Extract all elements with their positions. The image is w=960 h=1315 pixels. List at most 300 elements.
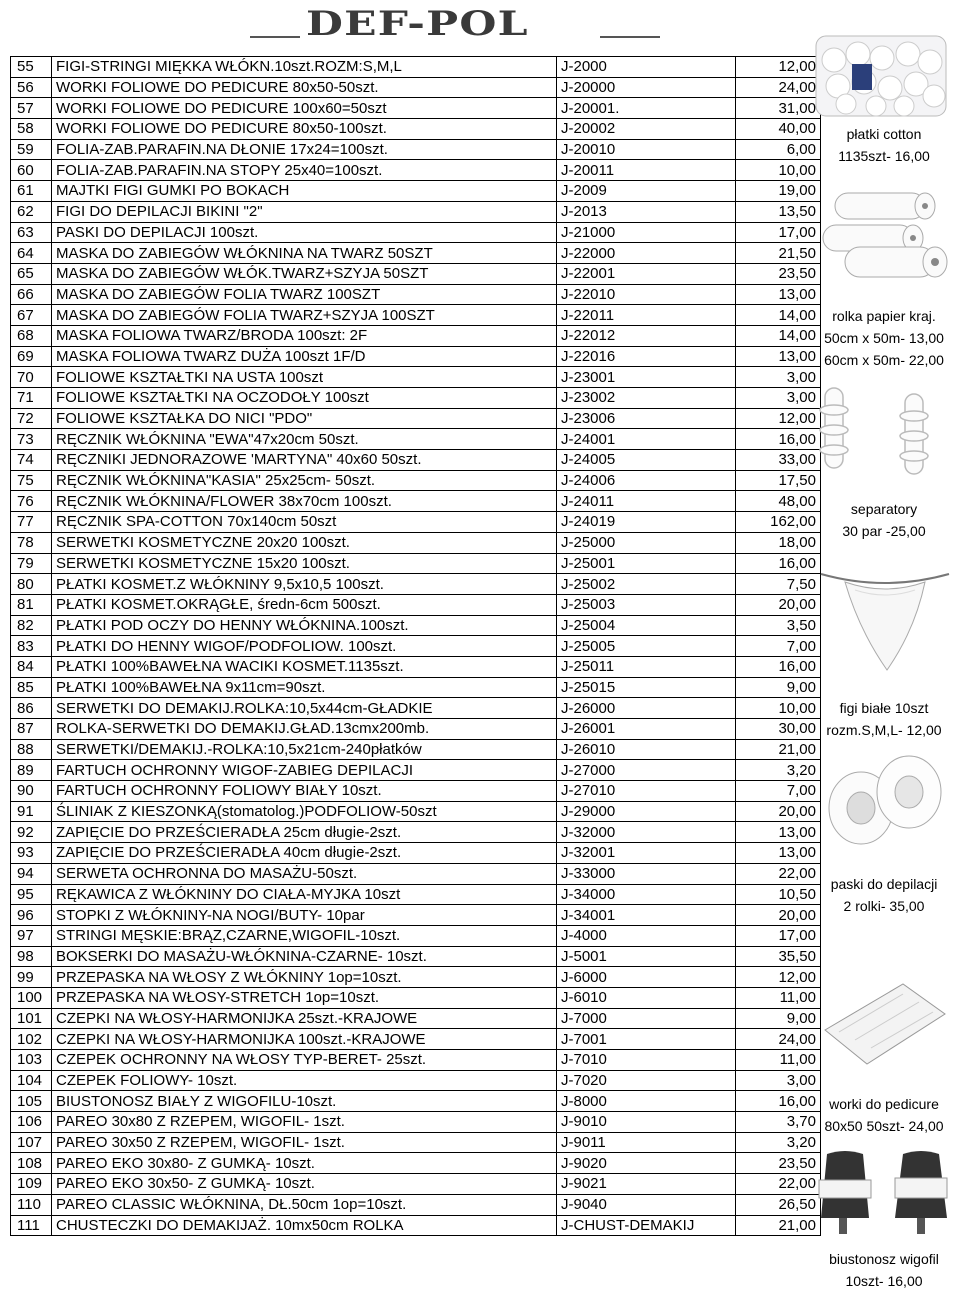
product-name: PŁATKI DO HENNY WIGOF/PODFOLIOW. 100szt.: [52, 636, 557, 657]
product-code: J-9020: [557, 1153, 736, 1174]
row-number: 111: [11, 1215, 52, 1236]
product-name: PŁATKI 100%BAWEŁNA WACIKI KOSMET.1135szt.: [52, 656, 557, 677]
product-code: J-34000: [557, 884, 736, 905]
table-row: [11, 263, 821, 284]
row-number: 91: [11, 801, 52, 822]
product-price: 48,00: [736, 491, 821, 512]
product-price: 16,00: [736, 553, 821, 574]
row-number: 83: [11, 636, 52, 657]
product-price: 14,00: [736, 325, 821, 346]
product-name: ZAPIĘCIE DO PRZEŚCIERADŁA 40cm długie-2szt.: [52, 843, 557, 864]
row-number: 90: [11, 781, 52, 802]
product-price: 26,50: [736, 1194, 821, 1215]
paper-roll-picture: [815, 185, 955, 285]
table-row: [11, 656, 821, 677]
product-code: J-2009: [557, 181, 736, 202]
product-code: J-24001: [557, 429, 736, 450]
product-code: J-26010: [557, 739, 736, 760]
product-price: 3,20: [736, 760, 821, 781]
row-number: 84: [11, 656, 52, 677]
row-number: 61: [11, 181, 52, 202]
table-row: [11, 201, 821, 222]
brand-logo: DEF-POL: [306, 4, 529, 44]
product-price: 16,00: [736, 429, 821, 450]
product-name: RĘCZNIK SPA-COTTON 70x140cm 50szt: [52, 512, 557, 533]
pedicure-bags-picture: [815, 970, 955, 1080]
product-name: MASKA DO ZABIEGÓW WŁÓKNINA NA TWARZ 50SZT: [52, 243, 557, 264]
product-price: 7,50: [736, 574, 821, 595]
product-code: J-20000: [557, 77, 736, 98]
product-price: 24,00: [736, 1029, 821, 1050]
product-name: CHUSTECZKI DO DEMAKIJAŻ. 10mx50cm ROLKA: [52, 1215, 557, 1236]
product-price: 40,00: [736, 119, 821, 140]
product-code: J-24006: [557, 470, 736, 491]
row-number: 69: [11, 346, 52, 367]
product-code: J-9011: [557, 1132, 736, 1153]
product-code: J-24019: [557, 512, 736, 533]
row-number: 63: [11, 222, 52, 243]
product-name: FARTUCH OCHRONNY WIGOF-ZABIEG DEPILACJI: [52, 760, 557, 781]
product-code: J-7000: [557, 1008, 736, 1029]
product-price: 31,00: [736, 98, 821, 119]
table-row: [11, 553, 821, 574]
row-number: 89: [11, 760, 52, 781]
row-number: 87: [11, 719, 52, 740]
product-name: SERWETKI/DEMAKIJ.-ROLKA:10,5x21cm-240płatków: [52, 739, 557, 760]
table-row: [11, 760, 821, 781]
product-name: PAREO EKO 30x80- Z GUMKĄ- 10szt.: [52, 1153, 557, 1174]
product-name: FIGI-STRINGI MIĘKKA WŁÓKN.10szt.ROZM:S,M,L: [52, 57, 557, 78]
table-row: [11, 305, 821, 326]
table-row: [11, 1194, 821, 1215]
product-price: 30,00: [736, 719, 821, 740]
product-name: RĘCZNIK WŁÓKNINA "EWA"47x20cm 50szt.: [52, 429, 557, 450]
table-row: [11, 781, 821, 802]
row-number: 98: [11, 946, 52, 967]
row-number: 94: [11, 863, 52, 884]
product-code: J-20001.: [557, 98, 736, 119]
product-price: 10,00: [736, 698, 821, 719]
depilation-strips-picture: [815, 748, 955, 858]
product-price: 12,00: [736, 408, 821, 429]
table-row: [11, 987, 821, 1008]
product-price: 23,50: [736, 263, 821, 284]
product-code: J-22016: [557, 346, 736, 367]
product-name: RĘCZNIKI JEDNORAZOWE 'MARTYNA" 40x60 50szt.: [52, 450, 557, 471]
product-name: MASKA DO ZABIEGÓW FOLIA TWARZ 100SZT: [52, 284, 557, 305]
product-code: J-22000: [557, 243, 736, 264]
table-row: [11, 470, 821, 491]
product-name: SERWETKI KOSMETYCZNE 20x20 100szt.: [52, 532, 557, 553]
table-row: [11, 1174, 821, 1195]
product-price: 9,00: [736, 677, 821, 698]
table-row: [11, 636, 821, 657]
row-number: 100: [11, 987, 52, 1008]
product-code: J-25003: [557, 594, 736, 615]
toe-separators-picture: [815, 380, 955, 485]
product-code: J-9010: [557, 1112, 736, 1133]
row-number: 66: [11, 284, 52, 305]
row-number: 85: [11, 677, 52, 698]
table-row: [11, 98, 821, 119]
product-name: ZAPIĘCIE DO PRZEŚCIERADŁA 25cm długie-2szt.: [52, 822, 557, 843]
product-code: J-2000: [557, 57, 736, 78]
table-row: [11, 677, 821, 698]
row-number: 108: [11, 1153, 52, 1174]
table-row: [11, 843, 821, 864]
table-row: [11, 222, 821, 243]
product-code: J-22001: [557, 263, 736, 284]
product-code: J-26001: [557, 719, 736, 740]
product-code: J-20011: [557, 160, 736, 181]
table-row: [11, 946, 821, 967]
row-number: 79: [11, 553, 52, 574]
product-code: J-27010: [557, 781, 736, 802]
row-number: 57: [11, 98, 52, 119]
product-name: FOLIA-ZAB.PARAFIN.NA STOPY 25x40=100szt.: [52, 160, 557, 181]
product-name: CZEPKI NA WŁOSY-HARMONIJKA 100szt.-KRAJOWE: [52, 1029, 557, 1050]
product-name: PRZEPASKA NA WŁOSY Z WŁÓKNINY 1op=10szt.: [52, 967, 557, 988]
row-number: 106: [11, 1112, 52, 1133]
row-number: 82: [11, 615, 52, 636]
table-row: [11, 388, 821, 409]
table-row: [11, 1070, 821, 1091]
product-price: 13,50: [736, 201, 821, 222]
table-row: [11, 574, 821, 595]
product-name: RĘCZNIK WŁÓKNINA/FLOWER 38x70cm 100szt.: [52, 491, 557, 512]
paper-roll-caption: rolka papier kraj. 50cm x 50m- 13,00 60cm x 50m- 22,00: [824, 308, 944, 368]
product-name: RĘCZNIK WŁÓKNINA"KASIA" 25x25cm- 50szt.: [52, 470, 557, 491]
product-code: J-CHUST-DEMAKIJ: [557, 1215, 736, 1236]
product-code: J-22010: [557, 284, 736, 305]
table-row: [11, 429, 821, 450]
product-code: J-7001: [557, 1029, 736, 1050]
table-row: [11, 925, 821, 946]
product-price: 162,00: [736, 512, 821, 533]
product-name: WORKI FOLIOWE DO PEDICURE 100x60=50szt: [52, 98, 557, 119]
product-price: 9,00: [736, 1008, 821, 1029]
product-code: J-23006: [557, 408, 736, 429]
product-price: 7,00: [736, 636, 821, 657]
product-code: J-25015: [557, 677, 736, 698]
product-name: WORKI FOLIOWE DO PEDICURE 80x50-50szt.: [52, 77, 557, 98]
product-name: PAREO 30x80 Z RZEPEM, WIGOFIL- 1szt.: [52, 1112, 557, 1133]
product-price: 16,00: [736, 1091, 821, 1112]
table-row: [11, 1112, 821, 1133]
table-row: [11, 1050, 821, 1071]
table-row: [11, 739, 821, 760]
row-number: 80: [11, 574, 52, 595]
product-code: J-7020: [557, 1070, 736, 1091]
product-name: STRINGI MĘSKIE:BRĄZ,CZARNE,WIGOFIL-10szt.: [52, 925, 557, 946]
row-number: 73: [11, 429, 52, 450]
table-row: [11, 181, 821, 202]
product-name: PASKI DO DEPILACJI 100szt.: [52, 222, 557, 243]
table-row: [11, 905, 821, 926]
product-code: J-25000: [557, 532, 736, 553]
row-number: 81: [11, 594, 52, 615]
product-code: J-7010: [557, 1050, 736, 1071]
table-row: [11, 698, 821, 719]
row-number: 55: [11, 57, 52, 78]
row-number: 77: [11, 512, 52, 533]
product-code: J-25002: [557, 574, 736, 595]
row-number: 78: [11, 532, 52, 553]
table-row: [11, 160, 821, 181]
product-price: 12,00: [736, 57, 821, 78]
product-name: MASKA FOLIOWA TWARZ/BRODA 100szt: 2F: [52, 325, 557, 346]
table-row: [11, 450, 821, 471]
product-name: WORKI FOLIOWE DO PEDICURE 80x50-100szt.: [52, 119, 557, 140]
product-code: J-21000: [557, 222, 736, 243]
table-row: [11, 884, 821, 905]
product-code: J-22012: [557, 325, 736, 346]
product-price: 16,00: [736, 656, 821, 677]
product-price: 17,50: [736, 470, 821, 491]
table-row: [11, 512, 821, 533]
product-price: 10,00: [736, 160, 821, 181]
product-name: MASKA DO ZABIEGÓW WŁÓK.TWARZ+SZYJA 50SZT: [52, 263, 557, 284]
row-number: 75: [11, 470, 52, 491]
product-code: J-6000: [557, 967, 736, 988]
table-row: [11, 325, 821, 346]
row-number: 60: [11, 160, 52, 181]
product-code: J-6010: [557, 987, 736, 1008]
row-number: 101: [11, 1008, 52, 1029]
product-price: 6,00: [736, 139, 821, 160]
row-number: 67: [11, 305, 52, 326]
row-number: 74: [11, 450, 52, 471]
row-number: 70: [11, 367, 52, 388]
briefs-caption: figi białe 10szt rozm.S,M,L- 12,00: [826, 700, 942, 738]
product-code: J-32001: [557, 843, 736, 864]
product-code: J-34001: [557, 905, 736, 926]
logo-line-left: [250, 36, 300, 38]
product-name: MASKA FOLIOWA TWARZ DUŻA 100szt 1F/D: [52, 346, 557, 367]
product-code: J-33000: [557, 863, 736, 884]
product-name: SERWETKI DO DEMAKIJ.ROLKA:10,5x44cm-GŁADKIE: [52, 698, 557, 719]
product-name: PAREO EKO 30x50- Z GUMKĄ- 10szt.: [52, 1174, 557, 1195]
product-price: 3,00: [736, 388, 821, 409]
product-price: 13,00: [736, 822, 821, 843]
product-code: J-20010: [557, 139, 736, 160]
table-row: [11, 863, 821, 884]
product-name: FOLIA-ZAB.PARAFIN.NA DŁONIE 17x24=100szt.: [52, 139, 557, 160]
product-name: PŁATKI 100%BAWEŁNA 9x11cm=90szt.: [52, 677, 557, 698]
product-name: MAJTKI FIGI GUMKI PO BOKACH: [52, 181, 557, 202]
row-number: 96: [11, 905, 52, 926]
table-row: [11, 719, 821, 740]
product-code: J-24005: [557, 450, 736, 471]
product-price: 3,20: [736, 1132, 821, 1153]
product-price: 3,70: [736, 1112, 821, 1133]
row-number: 95: [11, 884, 52, 905]
table-row: [11, 801, 821, 822]
row-number: 65: [11, 263, 52, 284]
table-row: [11, 1215, 821, 1236]
product-code: J-26000: [557, 698, 736, 719]
product-name: FOLIOWE KSZTAŁTKI NA OCZODOŁY 100szt: [52, 388, 557, 409]
strips-caption: paski do depilacji 2 rolki- 35,00: [830, 876, 938, 914]
product-price: 23,50: [736, 1153, 821, 1174]
table-row: [11, 139, 821, 160]
table-row: [11, 615, 821, 636]
product-name: PRZEPASKA NA WŁOSY-STRETCH 1op=10szt.: [52, 987, 557, 1008]
product-name: CZEPEK OCHRONNY NA WŁOSY TYP-BERET- 25szt.: [52, 1050, 557, 1071]
row-number: 93: [11, 843, 52, 864]
product-code: J-25011: [557, 656, 736, 677]
product-code: J-25001: [557, 553, 736, 574]
table-row: [11, 367, 821, 388]
product-price: 21,50: [736, 243, 821, 264]
product-price: 19,00: [736, 181, 821, 202]
product-price: 20,00: [736, 594, 821, 615]
product-name: FOLIOWE KSZTAŁTKI NA USTA 100szt: [52, 367, 557, 388]
logo-line-right: [600, 36, 660, 38]
row-number: 107: [11, 1132, 52, 1153]
table-row: [11, 408, 821, 429]
product-code: J-8000: [557, 1091, 736, 1112]
product-name: PAREO CLASSIC WŁÓKNINA, DŁ.50cm 1op=10szt.: [52, 1194, 557, 1215]
product-price: 17,00: [736, 925, 821, 946]
table-row: [11, 491, 821, 512]
product-code: J-25004: [557, 615, 736, 636]
product-name: BIUSTONOSZ BIAŁY Z WIGOFILU-10szt.: [52, 1091, 557, 1112]
table-row: [11, 57, 821, 78]
product-name: PŁATKI KOSMET.OKRĄGŁE, średn-6cm 500szt.: [52, 594, 557, 615]
bra-caption: biustonosz wigofil 10szt- 16,00: [829, 1251, 939, 1289]
product-name: CZEPEK FOLIOWY- 10szt.: [52, 1070, 557, 1091]
row-number: 56: [11, 77, 52, 98]
product-price: 21,00: [736, 1215, 821, 1236]
table-row: [11, 243, 821, 264]
table-row: [11, 1132, 821, 1153]
product-code: J-4000: [557, 925, 736, 946]
product-price: 20,00: [736, 801, 821, 822]
product-name: STOPKI Z WŁÓKNINY-NA NOGI/BUTY- 10par: [52, 905, 557, 926]
product-code: J-23002: [557, 388, 736, 409]
table-row: [11, 1153, 821, 1174]
row-number: 103: [11, 1050, 52, 1071]
table-row: [11, 532, 821, 553]
briefs-picture: [815, 560, 955, 680]
cotton-pads-picture: [812, 30, 952, 120]
table-row: [11, 967, 821, 988]
product-price: 3,50: [736, 615, 821, 636]
product-code: J-9021: [557, 1174, 736, 1195]
row-number: 99: [11, 967, 52, 988]
product-price: 3,00: [736, 1070, 821, 1091]
product-name: SERWETA OCHRONNA DO MASAŻU-50szt.: [52, 863, 557, 884]
row-number: 97: [11, 925, 52, 946]
product-price: 14,00: [736, 305, 821, 326]
row-number: 102: [11, 1029, 52, 1050]
price-list-table: [10, 56, 821, 1236]
product-price: 11,00: [736, 1050, 821, 1071]
row-number: 58: [11, 119, 52, 140]
product-name: MASKA DO ZABIEGÓW FOLIA TWARZ+SZYJA 100SZT: [52, 305, 557, 326]
bra-picture: [815, 1148, 955, 1240]
row-number: 71: [11, 388, 52, 409]
product-price: 18,00: [736, 532, 821, 553]
table-row: [11, 1091, 821, 1112]
product-price: 22,00: [736, 1174, 821, 1195]
row-number: 64: [11, 243, 52, 264]
product-code: J-20002: [557, 119, 736, 140]
table-row: [11, 284, 821, 305]
product-name: PŁATKI POD OCZY DO HENNY WŁÓKNINA.100szt.: [52, 615, 557, 636]
table-row: [11, 822, 821, 843]
product-name: FARTUCH OCHRONNY FOLIOWY BIAŁY 10szt.: [52, 781, 557, 802]
cotton-caption: płatki cotton 1135szt- 16,00: [838, 126, 930, 164]
product-code: J-9040: [557, 1194, 736, 1215]
product-price: 13,00: [736, 346, 821, 367]
product-code: J-32000: [557, 822, 736, 843]
product-price: 12,00: [736, 967, 821, 988]
table-row: [11, 77, 821, 98]
row-number: 105: [11, 1091, 52, 1112]
row-number: 72: [11, 408, 52, 429]
product-price: 3,00: [736, 367, 821, 388]
table-row: [11, 119, 821, 140]
product-price: 11,00: [736, 987, 821, 1008]
product-price: 13,00: [736, 843, 821, 864]
product-price: 21,00: [736, 739, 821, 760]
product-price: 33,00: [736, 450, 821, 471]
separators-caption: separatory 30 par -25,00: [842, 501, 926, 539]
product-price: 20,00: [736, 905, 821, 926]
product-name: FIGI DO DEPILACJI BIKINI "2": [52, 201, 557, 222]
product-price: 22,00: [736, 863, 821, 884]
row-number: 59: [11, 139, 52, 160]
product-code: J-2013: [557, 201, 736, 222]
product-price: 35,50: [736, 946, 821, 967]
product-price: 24,00: [736, 77, 821, 98]
bags-caption: worki do pedicure 80x50 50szt- 24,00: [824, 1096, 944, 1134]
row-number: 110: [11, 1194, 52, 1215]
product-name: ŚLINIAK Z KIESZONKĄ(stomatolog.)PODFOLIOW-50szt: [52, 801, 557, 822]
table-row: [11, 346, 821, 367]
row-number: 76: [11, 491, 52, 512]
product-name: RĘKAWICA Z WŁÓKNINY DO CIAŁA-MYJKA 10szt: [52, 884, 557, 905]
product-name: ROLKA-SERWETKI DO DEMAKIJ.GŁAD.13cmx200mb.: [52, 719, 557, 740]
product-name: PŁATKI KOSMET.Z WŁÓKNINY 9,5x10,5 100szt.: [52, 574, 557, 595]
row-number: 86: [11, 698, 52, 719]
product-name: PAREO 30x50 Z RZEPEM, WIGOFIL- 1szt.: [52, 1132, 557, 1153]
product-price: 10,50: [736, 884, 821, 905]
table-row: [11, 594, 821, 615]
product-price: 13,00: [736, 284, 821, 305]
row-number: 104: [11, 1070, 52, 1091]
row-number: 92: [11, 822, 52, 843]
product-code: J-23001: [557, 367, 736, 388]
row-number: 88: [11, 739, 52, 760]
row-number: 68: [11, 325, 52, 346]
product-code: J-22011: [557, 305, 736, 326]
product-name: BOKSERKI DO MASAŻU-WŁÓKNINA-CZARNE- 10szt.: [52, 946, 557, 967]
row-number: 109: [11, 1174, 52, 1195]
table-row: [11, 1008, 821, 1029]
product-code: J-27000: [557, 760, 736, 781]
product-code: J-24011: [557, 491, 736, 512]
product-name: FOLIOWE KSZTAŁKA DO NICI "PDO": [52, 408, 557, 429]
product-code: J-5001: [557, 946, 736, 967]
product-price: 7,00: [736, 781, 821, 802]
row-number: 62: [11, 201, 52, 222]
product-name: SERWETKI KOSMETYCZNE 15x20 100szt.: [52, 553, 557, 574]
product-code: J-29000: [557, 801, 736, 822]
product-code: J-25005: [557, 636, 736, 657]
